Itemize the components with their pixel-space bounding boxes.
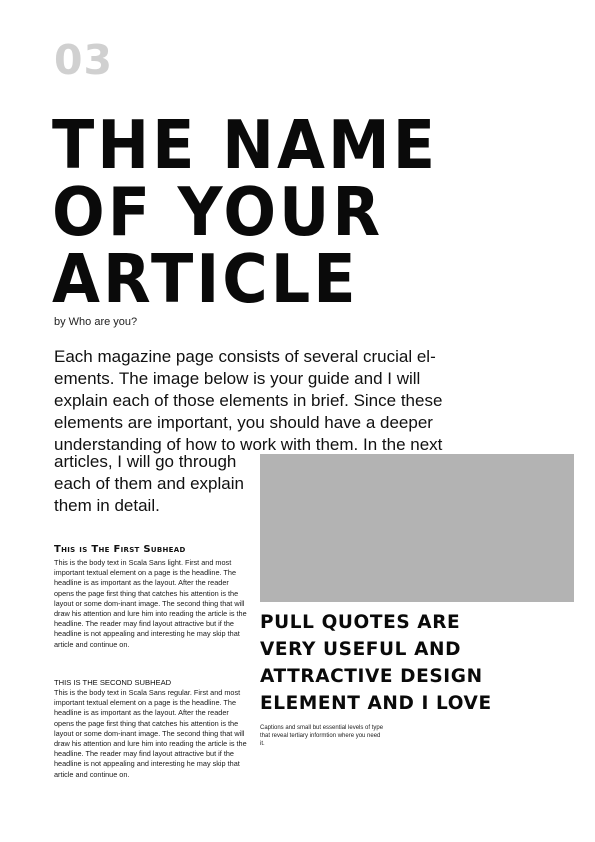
- page-number: 03: [54, 36, 114, 84]
- article-headline: [52, 105, 532, 319]
- pull-quote: [260, 609, 560, 717]
- second-body-text: This is the body text in Scala Sans regular. First and most important textual element on a page is the headline. The headline is as important as the layout. After the reader opens the page first thing that catches his attention is the layout or some dom-inant image. The second thing that will draw his attention and lure him into reading the article is the headline. The reader may find layout attractive but if the headline is not appealing and interesting he may skip that article and continue on.: [54, 688, 247, 779]
- first-subhead: This is The First Subhead: [54, 544, 186, 555]
- intro-paragraph: Each magazine page consists of several crucial el-ements. The image below is your guide and I will explain each of those elements in brief. Since these elements are important, you should have a deeper understanding of how to work with them. In the next: [54, 347, 443, 454]
- pull-quote-line-1: PULL QUOTES ARE: [260, 612, 461, 633]
- headline-line-3: ARTICLE: [52, 239, 359, 319]
- pull-quote-line-3: ATTRACTIVE DESIGN: [260, 666, 483, 687]
- intro-paragraph-continued: articles, I will go through each of them and explain them in detail.: [54, 452, 244, 515]
- byline: by Who are you?: [54, 316, 138, 328]
- pull-quote-line-4: ELEMENT AND I LOVE: [260, 693, 492, 714]
- pull-quote-line-2: VERY USEFUL AND: [260, 639, 462, 660]
- image-placeholder: [260, 454, 574, 602]
- caption: Captions and small but essential levels of type that reveal tertiary informtion where you need it.: [260, 725, 384, 748]
- headline-line-2: OF YOUR: [52, 172, 384, 252]
- first-body-text: This is the body text in Scala Sans light. First and most important textual element on a page is the headline. The headline is as important as the layout. After the reader opens the page first thing that catches his attention is the layout or some dom-inant image. The second thing that will draw his attention and lure him into reading the article is the headline. The reader may find layout attractive but if the headline is not appealing and interesting he may skip that article and continue on.: [54, 558, 247, 649]
- headline-line-1: THE NAME: [52, 105, 439, 185]
- second-subhead: THIS IS THE SECOND SUBHEAD: [54, 678, 172, 687]
